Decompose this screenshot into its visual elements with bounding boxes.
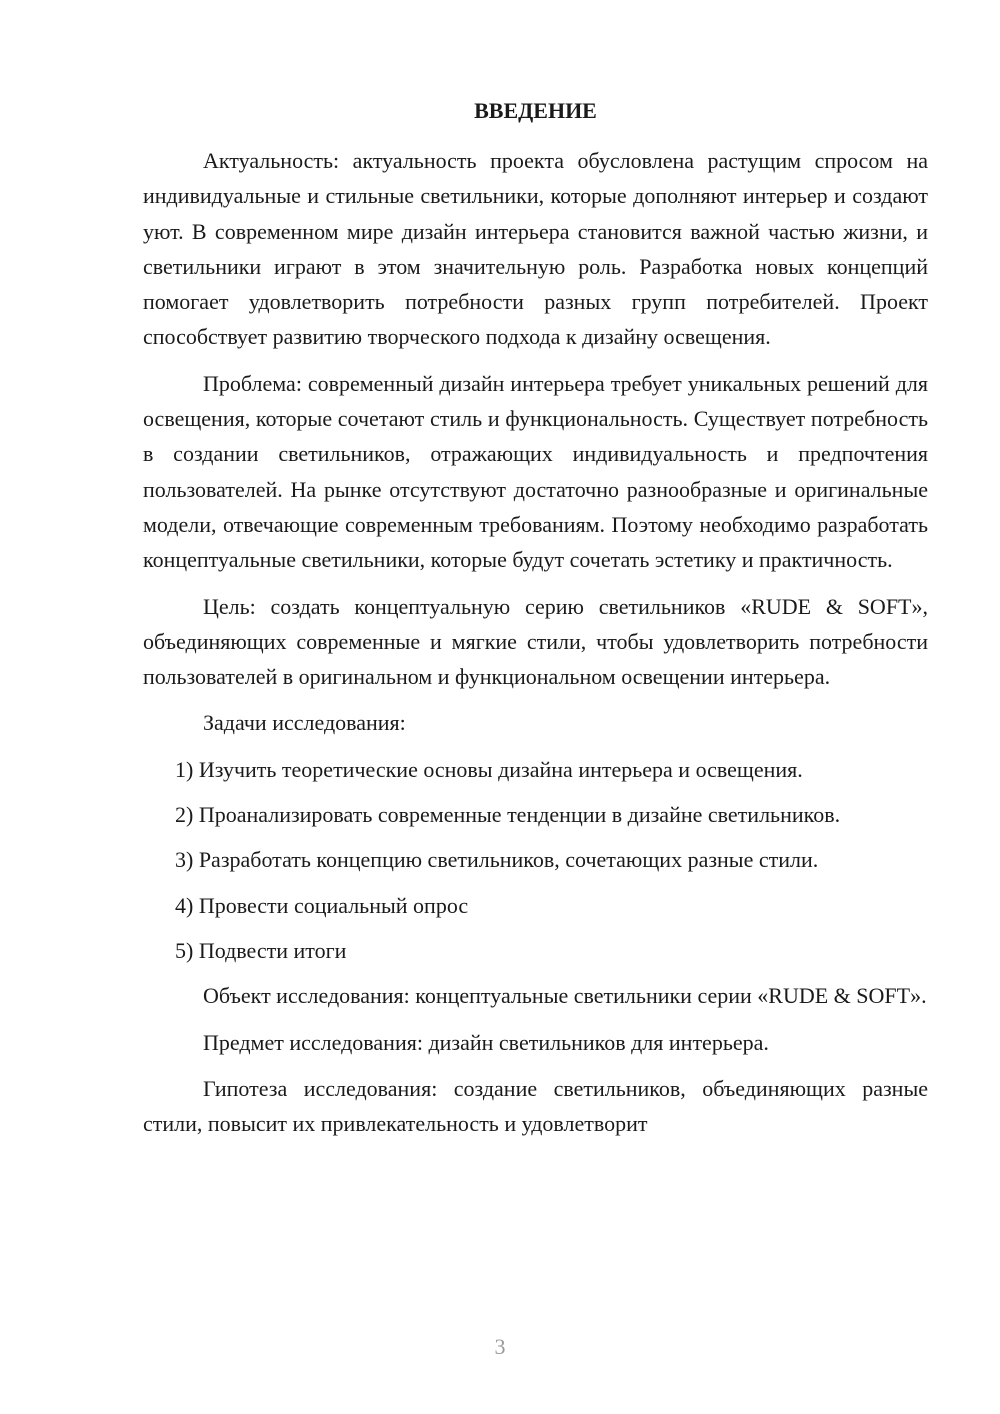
paragraph-goal: Цель: создать концептуальную серию светильников «RUDE & SOFT», объединяющих современные и мягкие стили, чтобы удовлетворить потребности пользователей в оригинальном и функциональном освещении интерьера. [143, 593, 928, 690]
paragraph-subject: Предмет исследования: дизайн светильников для интерьера. [203, 1029, 769, 1055]
tasks-list [143, 752, 928, 968]
paragraph-hypothesis: Гипотеза исследования: создание светильников, объединяющих разные стили, повысит их привлекательность и удовлетворит [143, 1075, 928, 1137]
tasks-heading: Задачи исследования: [203, 710, 406, 736]
task-item: 1) Изучить теоретические основы дизайна интерьера и освещения. [175, 756, 803, 782]
paragraph-problem: Проблема: современный дизайн интерьера требует уникальных решений для освещения, которые сочетают стиль и функциональность. Существует потребность в создании светильников, отражающих индивидуальность и предпочтения пользователей. На рынке отсутствуют достаточно разнообразные и оригинальные модели, отвечающие современным требованиям. Поэтому необходимо разработать концептуальные светильники, которые будут сочетать эстетику и практичность. [143, 370, 928, 573]
task-item: 5) Подвести итоги [175, 937, 347, 963]
task-item: 4) Провести социальный опрос [175, 892, 469, 918]
paragraph-object: Объект исследования: концептуальные светильники серии «RUDE & SOFT». [203, 983, 927, 1009]
paragraph-relevance: Актуальность: актуальность проекта обусловлена растущим спросом на индивидуальные и стильные светильники, которые дополняют интерьер и создают уют. В современном мире дизайн интерьера становится важной частью жизни, и светильники играют в этом значительную роль. Разработка новых концепций помогает удовлетворить потребности разных групп потребителей. Проект способствует развитию творческого подхода к дизайну освещения. [143, 148, 928, 350]
task-item: 3) Разработать концепцию светильников, сочетающих разные стили. [175, 847, 819, 873]
page-title: ВВЕДЕНИЕ [474, 98, 597, 123]
document-body [143, 143, 928, 1152]
task-item: 2) Проанализировать современные тенденции в дизайне светильников. [175, 802, 841, 828]
page-number: 3 [494, 1334, 506, 1359]
